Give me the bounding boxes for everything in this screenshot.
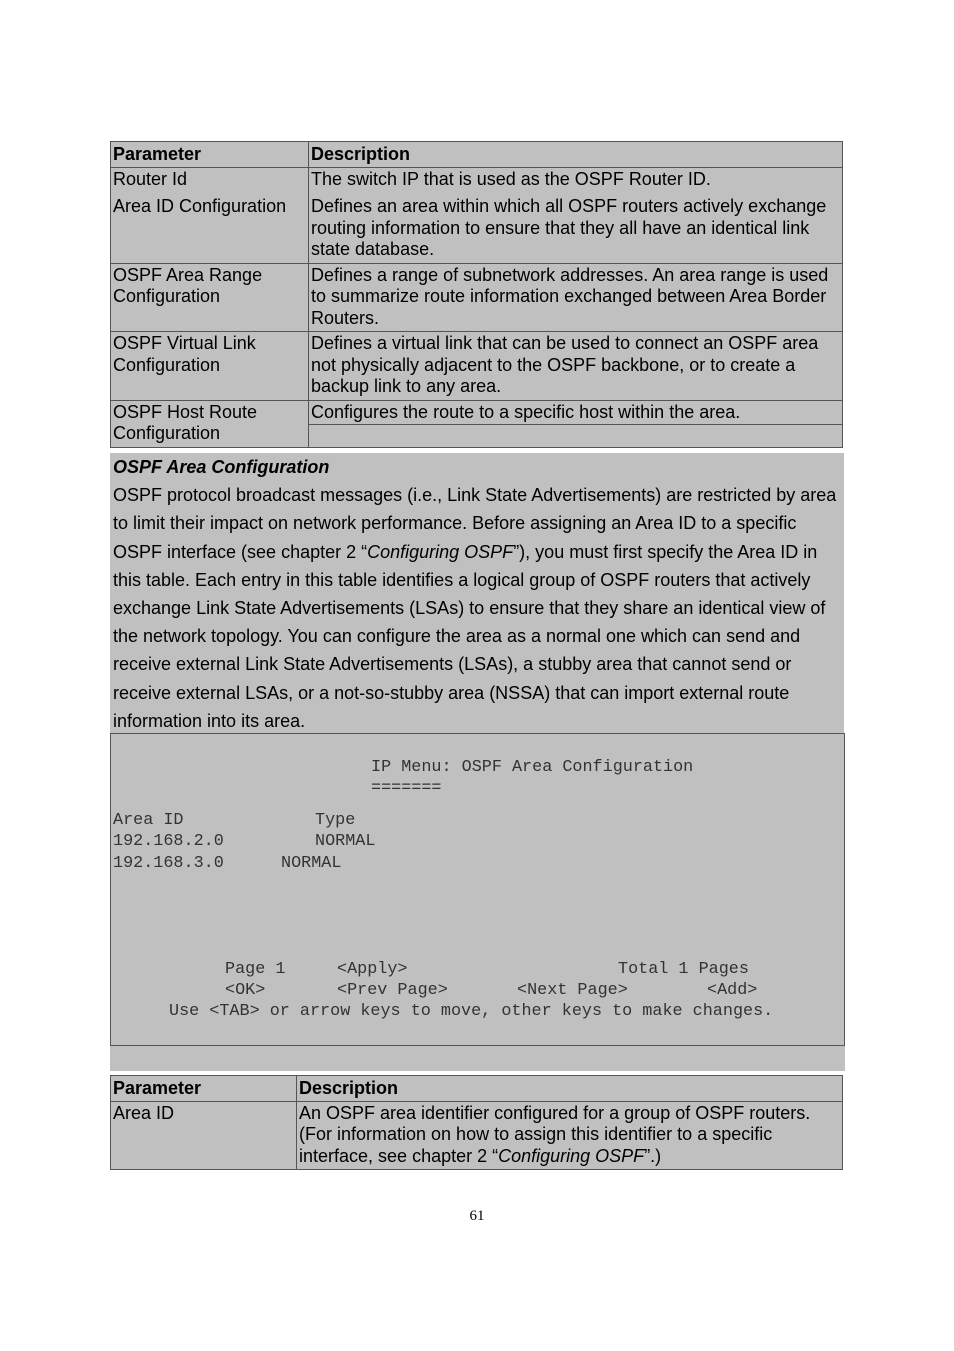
area-id-field[interactable]: 192.168.3.0: [113, 854, 224, 873]
page-indicator: Page 1: [225, 960, 286, 979]
total-pages-label: Total 1 Pages: [618, 960, 749, 979]
ok-button[interactable]: <OK>: [225, 981, 266, 1000]
column-header-description: Description: [309, 142, 843, 168]
apply-button[interactable]: <Apply>: [337, 960, 408, 979]
param-cell: OSPF Host Route Configuration: [111, 400, 309, 447]
desc-text: An OSPF area identifier configured for a group of OSPF routers. (For information on how to assign this identifier to a specific interface, see chapter 2 “: [299, 1102, 811, 1166]
table-row: [111, 263, 843, 332]
param-cell: Area ID: [111, 1101, 297, 1170]
desc-cell: The switch IP that is used as the OSPF Router ID.: [309, 167, 843, 192]
param-cell: Router Id: [111, 167, 309, 192]
title-underline: =======: [371, 779, 442, 798]
area-id-field[interactable]: 192.168.2.0: [113, 832, 224, 851]
param-cell: OSPF Area Range Configuration: [111, 263, 309, 332]
table-row: [111, 167, 843, 192]
terminal-screen: [110, 733, 845, 1046]
chapter-reference: Configuring OSPF: [367, 541, 514, 562]
area-type-field[interactable]: NORMAL: [315, 832, 376, 851]
param-cell: OSPF Virtual Link Configuration: [111, 332, 309, 401]
prev-page-button[interactable]: <Prev Page>: [337, 981, 448, 1000]
parameter-table-area-config: [110, 1075, 843, 1170]
column-header-parameter: Parameter: [111, 1076, 297, 1102]
column-header-area-id: Area ID: [113, 811, 184, 830]
table-row: [111, 400, 843, 447]
section-paragraph: [113, 481, 844, 735]
ospf-area-configuration-section: [110, 453, 844, 733]
add-button[interactable]: <Add>: [707, 981, 758, 1000]
desc-text: ”.): [644, 1145, 662, 1166]
param-cell: Area ID Configuration: [111, 192, 309, 263]
desc-text: Configures the route to a specific host within the area.: [309, 402, 842, 426]
table-row: [111, 192, 843, 263]
column-header-description: Description: [297, 1076, 843, 1102]
parameter-table-ospf-menu: [110, 141, 843, 448]
column-header-type: Type: [315, 811, 356, 830]
column-header-parameter: Parameter: [111, 142, 309, 168]
spacer-band: [110, 1046, 845, 1071]
desc-cell: [297, 1101, 843, 1170]
section-heading: OSPF Area Configuration: [113, 457, 330, 477]
page-number: 61: [469, 1208, 485, 1224]
screen-title: IP Menu: OSPF Area Configuration: [371, 758, 694, 777]
area-type-field[interactable]: NORMAL: [281, 854, 342, 873]
paragraph-text: ”), you must first specify the Area ID in this table. Each entry in this table identifies a logical group of OSPF routers that actively exchange Link State Advertisements (LSAs) to ensure that they share an identical view of the network topology. You can configure the area as a normal one which can send and receive external Link State Advertisements (LSAs), a stubby area that cannot send or receive external LSAs, or a not-so-stubby area (NSSA) that can import external route information into its area.: [113, 541, 826, 731]
table-row: [111, 1101, 843, 1170]
next-page-button[interactable]: <Next Page>: [517, 981, 628, 1000]
desc-cell: Defines a range of subnetwork addresses. An area range is used to summarize route information exchanged between Area Border Routers.: [309, 263, 843, 332]
help-line: Use <TAB> or arrow keys to move, other keys to make changes.: [169, 1002, 774, 1021]
desc-cell: [309, 400, 843, 447]
desc-cell: Defines a virtual link that can be used to connect an OSPF area not physically adjacent to the OSPF backbone, or to create a backup link to any area.: [309, 332, 843, 401]
chapter-reference: Configuring OSPF: [498, 1145, 645, 1166]
desc-cell: Defines an area within which all OSPF routers actively exchange routing information to ensure that they all have an identical link state database.: [309, 192, 843, 263]
table-row: [111, 332, 843, 401]
paragraph-text: OSPF protocol broadcast messages (i.e., Link State Advertisements) are restricted by area to limit their impact on network performance. Before assigning an Area ID to a specific OSPF interface (see chapter 2 “: [113, 485, 837, 562]
